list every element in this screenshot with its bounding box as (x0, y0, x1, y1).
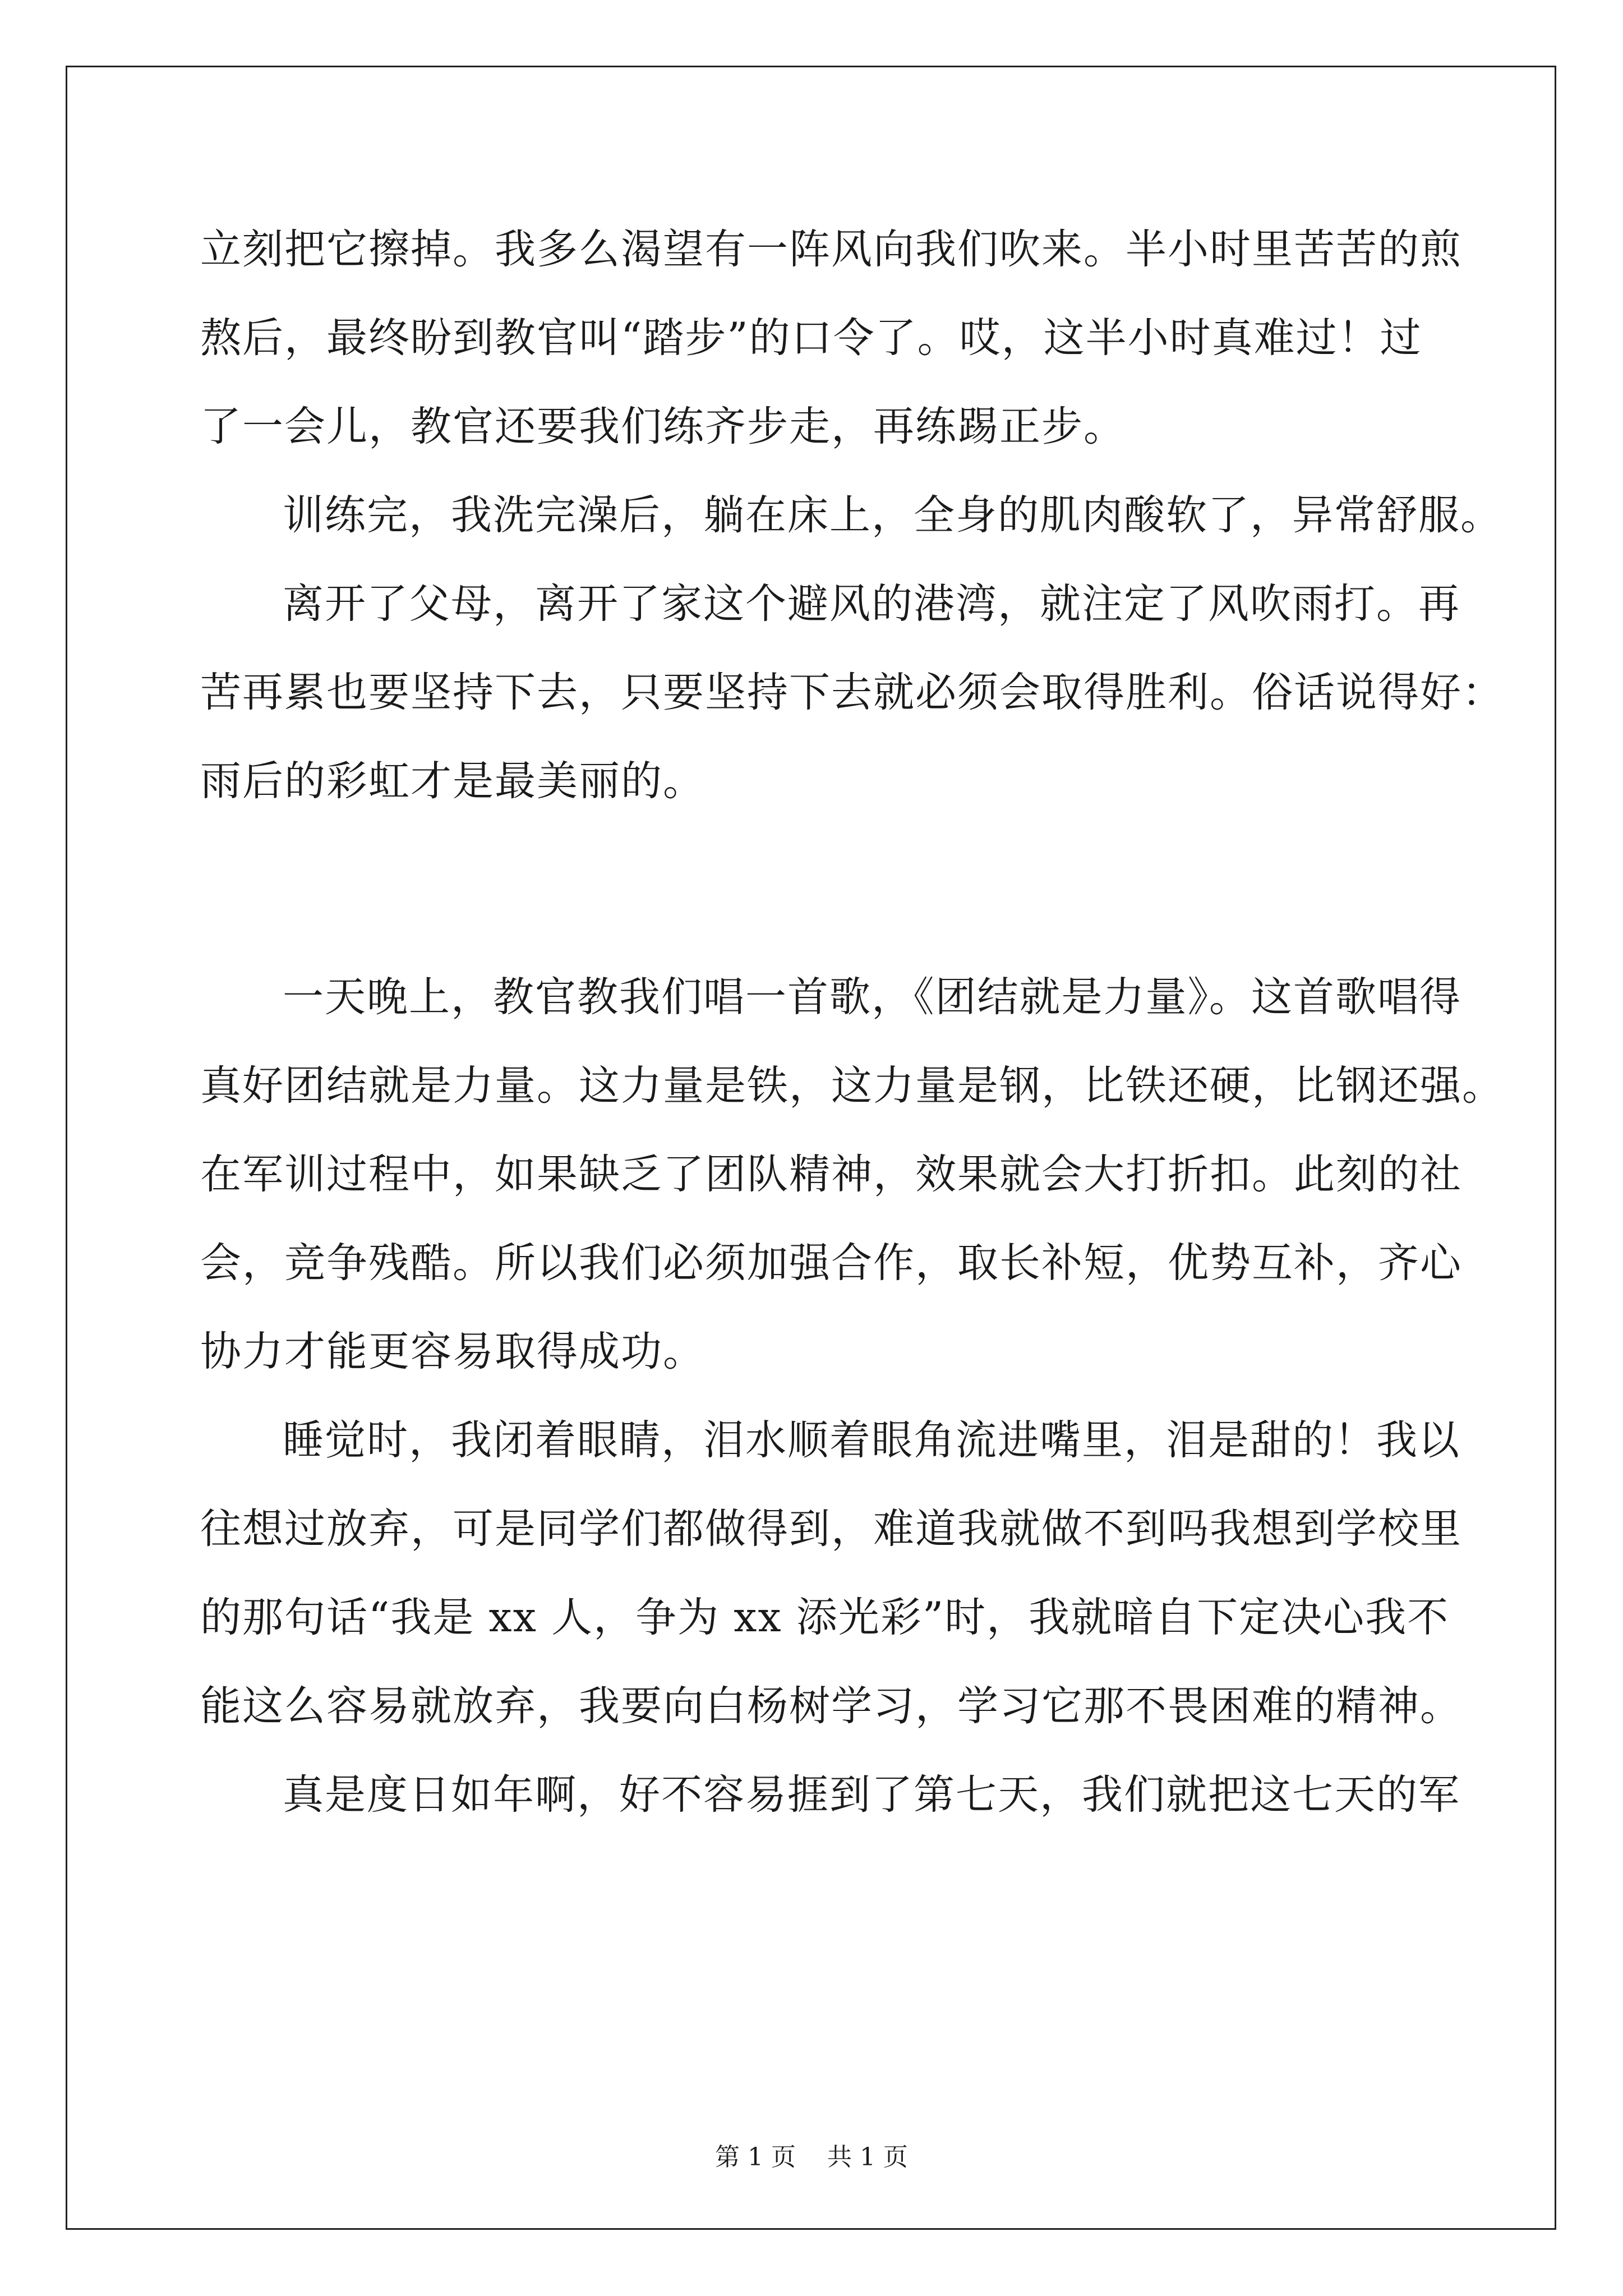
text-line: 能这么容易就放弃，我要向白杨树学习，学习它那不畏困难的精神。 (200, 1682, 1462, 1730)
text-line: 立刻把它擦掉。我多么渴望有一阵风向我们吹来。半小时里苦苦的煎 (200, 226, 1462, 273)
text-line: 苦再累也要坚持下去，只要坚持下去就必须会取得胜利。俗话说得好： (200, 669, 1504, 716)
page-border (66, 66, 1556, 2230)
text-line: 真好团结就是力量。这力量是铁，这力量是钢，比铁还硬，比钢还强。 (200, 1062, 1504, 1110)
text-line: 离开了父母，离开了家这个避风的港湾，就注定了风吹雨打。再 (283, 580, 1460, 628)
page-footer: 第 1 页 共 1 页 (715, 2143, 908, 2171)
text-line: 会，竞争残酷。所以我们必须加强合作，取长补短，优势互补，齐心 (200, 1239, 1462, 1287)
text-line: 了一会儿，教官还要我们练齐步走，再练踢正步。 (200, 403, 1126, 450)
text-line: 一天晚上，教官教我们唱一首歌，《团结就是力量》。这首歌唱得 (283, 973, 1461, 1021)
text-line: 在军训过程中，如果缺乏了团队精神，效果就会大打折扣。此刻的社 (200, 1151, 1462, 1198)
text-line: 往想过放弃，可是同学们都做得到，难道我就做不到吗我想到学校里 (200, 1505, 1462, 1553)
text-line: 协力才能更容易取得成功。 (200, 1328, 705, 1375)
text-line: 雨后的彩虹才是最美丽的。 (200, 757, 705, 805)
text-line: 真是度日如年啊，好不容易捱到了第七天，我们就把这七天的军 (283, 1771, 1460, 1819)
text-line: 睡觉时，我闭着眼睛，泪水顺着眼角流进嘴里，泪是甜的！我以 (283, 1416, 1460, 1464)
text-line: 的那句话“我是 xx 人，争为 xx 添光彩”时，我就暗自下定决心我不 (200, 1594, 1450, 1641)
text-line: 熬后，最终盼到教官叫“踏步”的口令了。哎，这半小时真难过！过 (200, 314, 1422, 362)
text-line: 训练完，我洗完澡后，躺在床上，全身的肌肉酸软了，异常舒服。 (283, 491, 1502, 539)
